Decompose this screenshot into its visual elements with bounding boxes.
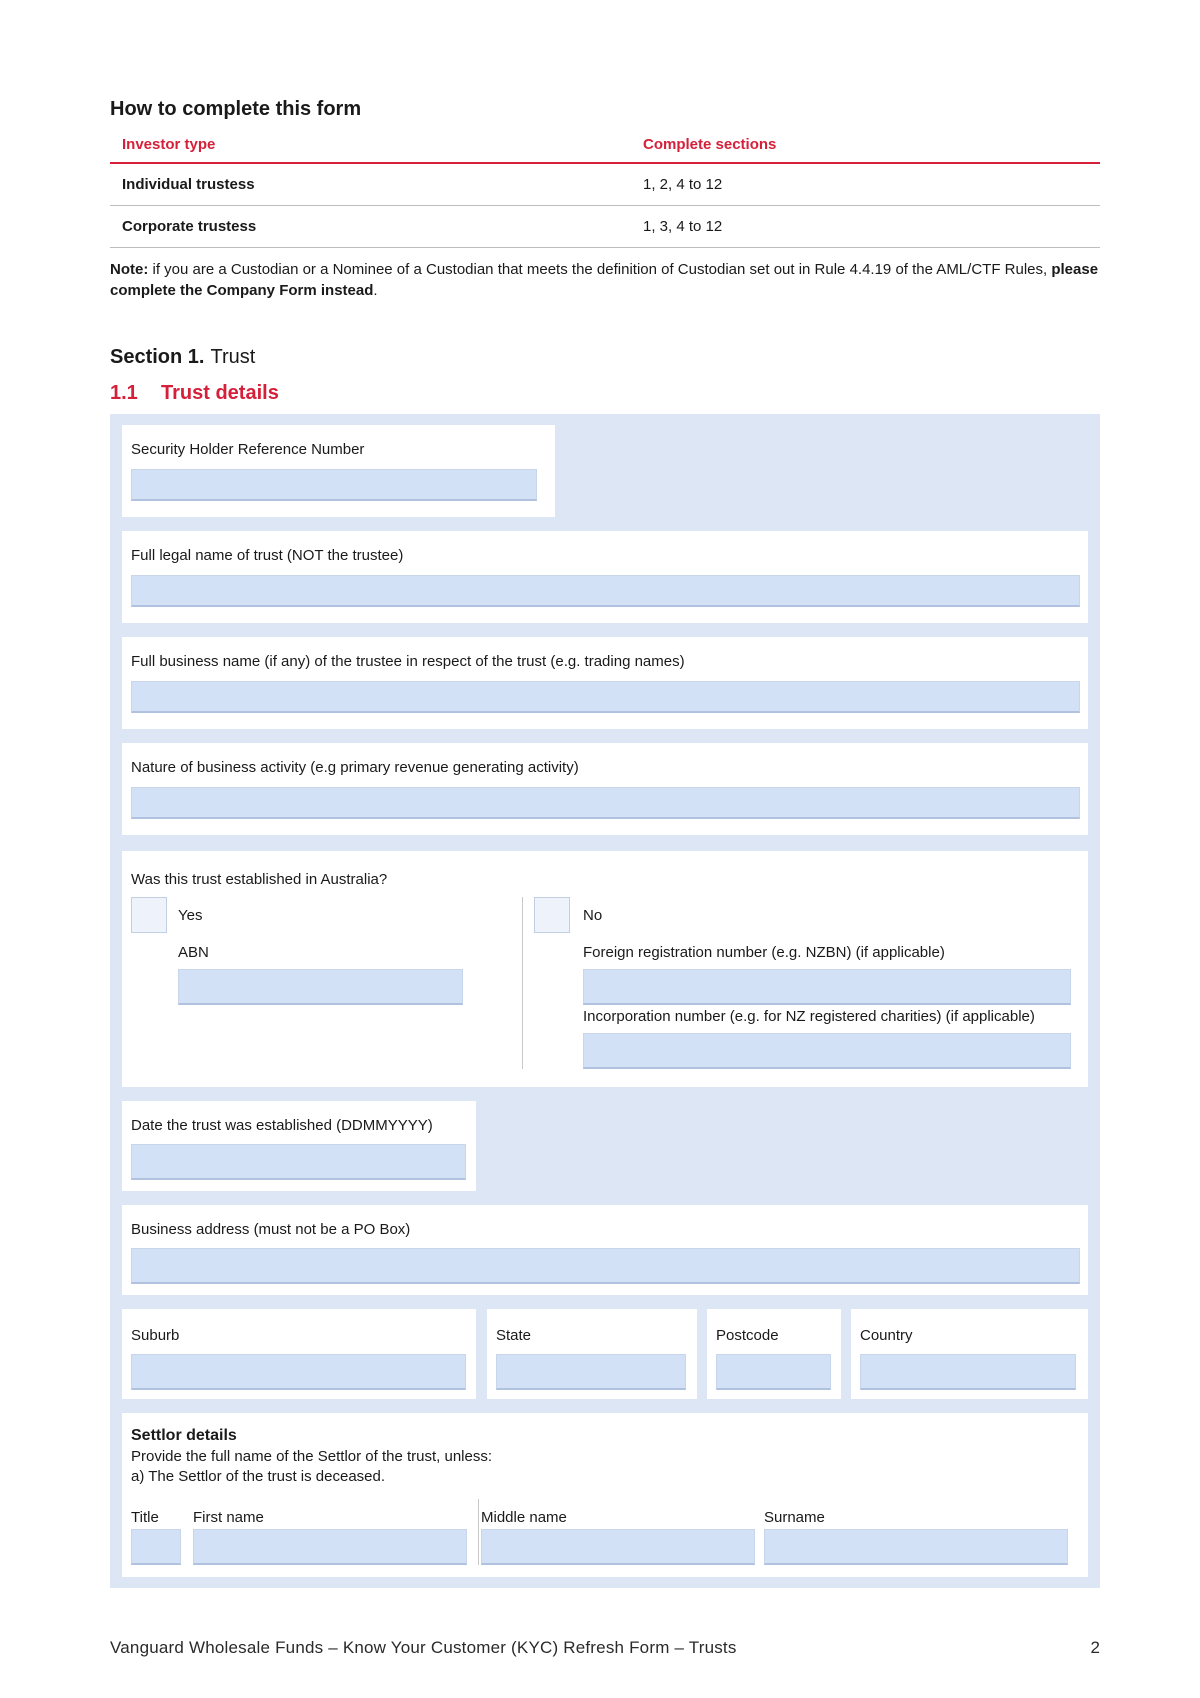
page-number: 2 xyxy=(1090,1638,1100,1657)
country-label: Country xyxy=(860,1327,913,1344)
note-label: Note: xyxy=(110,261,149,278)
settlor-title: Settlor details xyxy=(131,1427,237,1444)
yes-checkbox[interactable] xyxy=(131,897,167,933)
table-header-row xyxy=(110,130,1100,164)
header-complete-sections: Complete sections xyxy=(643,136,777,153)
middle-name-label: Middle name xyxy=(481,1509,567,1526)
note-text: if you are a Custodian or a Nominee of a Custodian that meets the definition of Custodian set out in Rule 4.4.19 of the AML/CTF Rules, xyxy=(148,261,1052,278)
section-name: Trust xyxy=(210,346,256,368)
subsection-number: 1.1 xyxy=(110,382,138,404)
yes-no-divider xyxy=(522,897,523,1069)
date-established-input[interactable] xyxy=(131,1144,466,1180)
nature-label: Nature of business activity (e.g primary revenue generating activity) xyxy=(131,759,579,776)
state-card xyxy=(487,1309,697,1399)
settlor-card xyxy=(122,1413,1088,1577)
established-card xyxy=(122,851,1088,1087)
settlor-exception: a) The Settlor of the trust is deceased. xyxy=(131,1468,386,1485)
address-input[interactable] xyxy=(131,1248,1080,1284)
first-name-input[interactable] xyxy=(193,1529,467,1565)
incorp-label: Incorporation number (e.g. for NZ registered charities) (if applicable) xyxy=(583,1008,1035,1025)
suburb-card xyxy=(122,1309,476,1399)
surname-label: Surname xyxy=(764,1509,825,1526)
state-label: State xyxy=(496,1327,532,1344)
foreign-reg-input[interactable] xyxy=(583,969,1071,1005)
shrn-card xyxy=(122,425,555,517)
investor-type-cell: Individual trustess xyxy=(122,176,255,193)
postcode-label: Postcode xyxy=(716,1327,779,1344)
sections-cell: 1, 2, 4 to 12 xyxy=(643,176,723,193)
business-name-input[interactable] xyxy=(131,681,1080,713)
trust-details-panel xyxy=(110,414,1100,1588)
investor-type-cell: Corporate trustess xyxy=(122,218,257,235)
postcode-card xyxy=(707,1309,841,1399)
postcode-input[interactable] xyxy=(716,1354,831,1390)
abn-input[interactable] xyxy=(178,969,463,1005)
sections-cell: 1, 3, 4 to 12 xyxy=(643,218,723,235)
custodian-note xyxy=(110,259,1100,301)
business-name-label: Full business name (if any) of the trustee in respect of the trust (e.g. trading names) xyxy=(131,653,685,670)
section-label: Section 1. xyxy=(110,346,205,368)
surname-input[interactable] xyxy=(764,1529,1068,1565)
settlor-instruction: Provide the full name of the Settlor of the trust, unless: xyxy=(131,1448,493,1465)
subsection-name: Trust details xyxy=(161,382,279,404)
date-established-label: Date the trust was established (DDMMYYYY) xyxy=(131,1117,433,1134)
legal-name-card xyxy=(122,531,1088,623)
investor-type-table xyxy=(110,130,1100,248)
table-row xyxy=(110,206,1100,248)
nature-card xyxy=(122,743,1088,835)
middle-name-input[interactable] xyxy=(481,1529,755,1565)
address-label: Business address (must not be a PO Box) xyxy=(131,1221,411,1238)
no-label: No xyxy=(583,907,603,924)
settlor-title-input[interactable] xyxy=(131,1529,181,1565)
shrn-input[interactable] xyxy=(131,469,537,501)
subsection-title xyxy=(110,382,279,405)
name-divider xyxy=(478,1499,479,1565)
address-card xyxy=(122,1205,1088,1295)
legal-name-input[interactable] xyxy=(131,575,1080,607)
header-investor-type: Investor type xyxy=(122,136,216,153)
country-card xyxy=(851,1309,1088,1399)
country-input[interactable] xyxy=(860,1354,1076,1390)
shrn-label: Security Holder Reference Number xyxy=(131,441,365,458)
suburb-input[interactable] xyxy=(131,1354,466,1390)
established-question: Was this trust established in Australia? xyxy=(131,871,388,888)
date-established-card xyxy=(122,1101,476,1191)
legal-name-label: Full legal name of trust (NOT the trustee) xyxy=(131,547,404,564)
state-input[interactable] xyxy=(496,1354,686,1390)
how-to-heading: How to complete this form xyxy=(110,98,362,120)
title-label: Title xyxy=(131,1509,159,1526)
abn-label: ABN xyxy=(178,944,209,961)
footer-text: Vanguard Wholesale Funds – Know Your Customer (KYC) Refresh Form – Trusts xyxy=(110,1638,737,1657)
note-bold: please complete the Company Form instead xyxy=(110,261,1099,299)
table-row xyxy=(110,164,1100,206)
incorp-input[interactable] xyxy=(583,1033,1071,1069)
nature-input[interactable] xyxy=(131,787,1080,819)
no-checkbox[interactable] xyxy=(534,897,570,933)
suburb-label: Suburb xyxy=(131,1327,180,1344)
foreign-reg-label: Foreign registration number (e.g. NZBN) (if applicable) xyxy=(583,944,945,961)
section-title xyxy=(110,346,255,369)
business-name-card xyxy=(122,637,1088,729)
first-name-label: First name xyxy=(193,1509,264,1526)
yes-label: Yes xyxy=(178,907,203,924)
note-end: . xyxy=(373,282,378,299)
